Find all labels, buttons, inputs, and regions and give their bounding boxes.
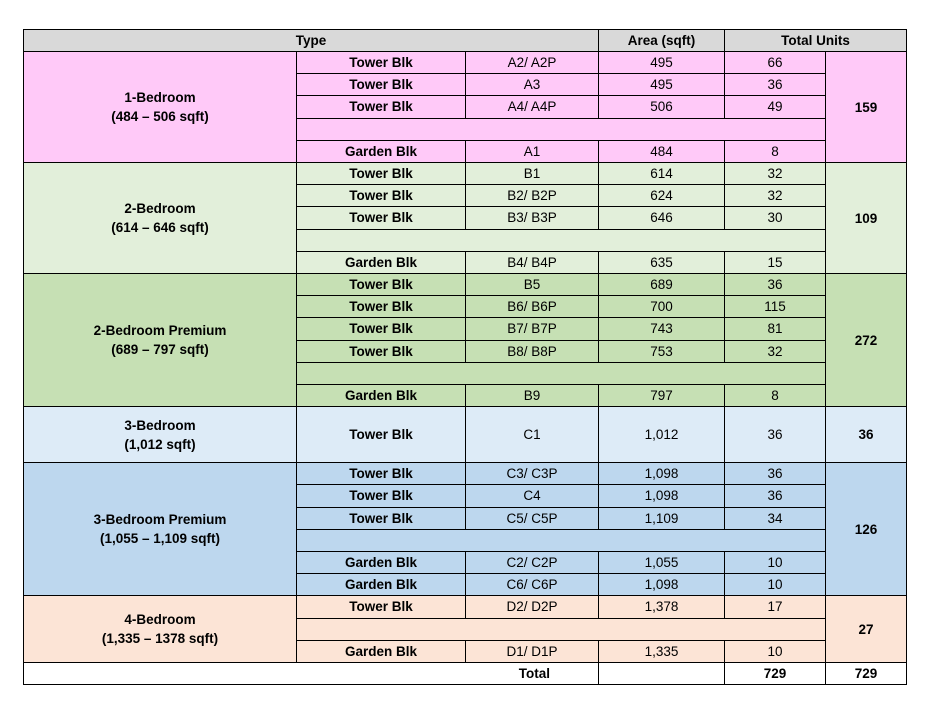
units-cell: 66 <box>724 51 826 74</box>
unit-type-cell: A4/ A4P <box>465 95 599 118</box>
unit-type-cell: C3/ C3P <box>465 462 599 485</box>
units-cell: 34 <box>724 507 826 530</box>
block-cell: Tower Blk <box>296 462 466 485</box>
footer-area-cell <box>598 662 725 685</box>
group-range: (484 – 506 sqft) <box>111 109 209 124</box>
unit-type-cell: B5 <box>465 273 599 296</box>
group-total-cell: 36 <box>825 406 907 463</box>
unit-type-cell: C2/ C2P <box>465 551 599 574</box>
group-range: (614 – 646 sqft) <box>111 220 209 235</box>
units-cell: 36 <box>724 73 826 96</box>
unit-type-cell: C4 <box>465 484 599 507</box>
area-cell: 1,098 <box>598 462 725 485</box>
block-cell: Tower Blk <box>296 340 466 363</box>
area-cell: 1,098 <box>598 573 725 596</box>
block-cell: Garden Blk <box>296 140 466 163</box>
group-name: 4-Bedroom <box>124 612 196 628</box>
block-cell: Tower Blk <box>296 406 466 463</box>
block-cell: Tower Blk <box>296 206 466 229</box>
area-cell: 797 <box>598 384 725 407</box>
units-cell: 8 <box>724 140 826 163</box>
area-cell: 646 <box>598 206 725 229</box>
group-type-cell <box>23 595 297 663</box>
group-total-cell: 272 <box>825 273 907 407</box>
area-cell: 1,378 <box>598 595 725 618</box>
footer-label-cell: Total <box>23 662 599 685</box>
area-cell: 1,055 <box>598 551 725 574</box>
area-cell: 1,109 <box>598 507 725 530</box>
units-cell: 15 <box>724 251 826 274</box>
units-cell: 30 <box>724 206 826 229</box>
area-cell: 484 <box>598 140 725 163</box>
units-cell: 10 <box>724 573 826 596</box>
unit-type-cell: B7/ B7P <box>465 317 599 340</box>
units-cell: 36 <box>724 273 826 296</box>
block-cell: Tower Blk <box>296 95 466 118</box>
unit-type-cell: A2/ A2P <box>465 51 599 74</box>
group-range: (1,055 – 1,109 sqft) <box>99 531 221 547</box>
group-type-cell <box>23 406 297 463</box>
area-cell: 1,012 <box>598 406 725 463</box>
units-cell: 32 <box>724 162 826 185</box>
spacer-row <box>296 118 826 141</box>
group-range: (689 – 797 sqft) <box>111 342 209 358</box>
group-type-cell <box>23 273 297 407</box>
spacer-row <box>296 362 826 385</box>
group-total-cell: 109 <box>825 162 907 274</box>
block-cell: Tower Blk <box>296 317 466 340</box>
area-cell: 689 <box>598 273 725 296</box>
footer-units-total: 729 <box>724 662 826 685</box>
spacer-row <box>296 529 826 552</box>
area-cell: 635 <box>598 251 725 274</box>
unit-type-cell: B6/ B6P <box>465 295 599 318</box>
unit-type-cell: C5/ C5P <box>465 507 599 530</box>
block-cell: Garden Blk <box>296 551 466 574</box>
group-name: 3-Bedroom <box>124 417 196 433</box>
block-cell: Garden Blk <box>296 640 466 663</box>
group-range: (1,012 sqft) <box>124 436 196 452</box>
footer-grand-total: 729 <box>825 662 907 685</box>
units-cell: 8 <box>724 384 826 407</box>
unit-type-cell: C6/ C6P <box>465 573 599 596</box>
area-cell: 624 <box>598 184 725 207</box>
block-cell: Tower Blk <box>296 51 466 74</box>
area-cell: 753 <box>598 340 725 363</box>
block-cell: Garden Blk <box>296 384 466 407</box>
units-cell: 32 <box>724 340 826 363</box>
header-area: Area (sqft) <box>598 29 725 52</box>
group-total-cell: 159 <box>825 51 907 163</box>
group-name: 2-Bedroom Premium <box>93 323 227 339</box>
area-cell: 1,098 <box>598 484 725 507</box>
area-cell: 700 <box>598 295 725 318</box>
unit-type-cell: C1 <box>465 406 599 463</box>
units-cell: 81 <box>724 317 826 340</box>
unit-type-cell: B3/ B3P <box>465 206 599 229</box>
unit-type-cell: B4/ B4P <box>465 251 599 274</box>
block-cell: Tower Blk <box>296 73 466 96</box>
group-name: 1-Bedroom <box>124 90 196 105</box>
group-type-cell <box>23 51 297 163</box>
unit-type-cell: B9 <box>465 384 599 407</box>
units-cell: 10 <box>724 640 826 663</box>
unit-type-cell: D2/ D2P <box>465 595 599 618</box>
area-cell: 614 <box>598 162 725 185</box>
unit-type-cell: A1 <box>465 140 599 163</box>
group-type-cell <box>23 162 297 274</box>
header-total-units: Total Units <box>724 29 907 52</box>
unit-type-cell: B8/ B8P <box>465 340 599 363</box>
units-cell: 17 <box>724 595 826 618</box>
unit-type-cell: B1 <box>465 162 599 185</box>
unit-type-cell: B2/ B2P <box>465 184 599 207</box>
group-total-cell: 27 <box>825 595 907 663</box>
unit-type-cell: D1/ D1P <box>465 640 599 663</box>
block-cell: Tower Blk <box>296 484 466 507</box>
units-cell: 49 <box>724 95 826 118</box>
spacer-row <box>296 618 826 641</box>
area-cell: 743 <box>598 317 725 340</box>
units-cell: 32 <box>724 184 826 207</box>
block-cell: Tower Blk <box>296 295 466 318</box>
block-cell: Tower Blk <box>296 162 466 185</box>
block-cell: Tower Blk <box>296 273 466 296</box>
block-cell: Tower Blk <box>296 184 466 207</box>
block-cell: Garden Blk <box>296 251 466 274</box>
unit-type-cell: A3 <box>465 73 599 96</box>
units-cell: 36 <box>724 484 826 507</box>
group-total-cell: 126 <box>825 462 907 596</box>
group-type-cell <box>23 462 297 596</box>
unit-mix-table <box>23 29 906 686</box>
area-cell: 1,335 <box>598 640 725 663</box>
area-cell: 506 <box>598 95 725 118</box>
spacer-row <box>296 229 826 252</box>
group-range: (1,335 – 1378 sqft) <box>101 631 219 647</box>
group-name: 2-Bedroom <box>124 201 196 216</box>
area-cell: 495 <box>598 73 725 96</box>
units-cell: 115 <box>724 295 826 318</box>
units-cell: 36 <box>724 462 826 485</box>
block-cell: Garden Blk <box>296 573 466 596</box>
block-cell: Tower Blk <box>296 595 466 618</box>
header-type: Type <box>23 29 599 52</box>
group-name: 3-Bedroom Premium <box>93 512 227 528</box>
units-cell: 10 <box>724 551 826 574</box>
area-cell: 495 <box>598 51 725 74</box>
units-cell: 36 <box>724 406 826 463</box>
block-cell: Tower Blk <box>296 507 466 530</box>
